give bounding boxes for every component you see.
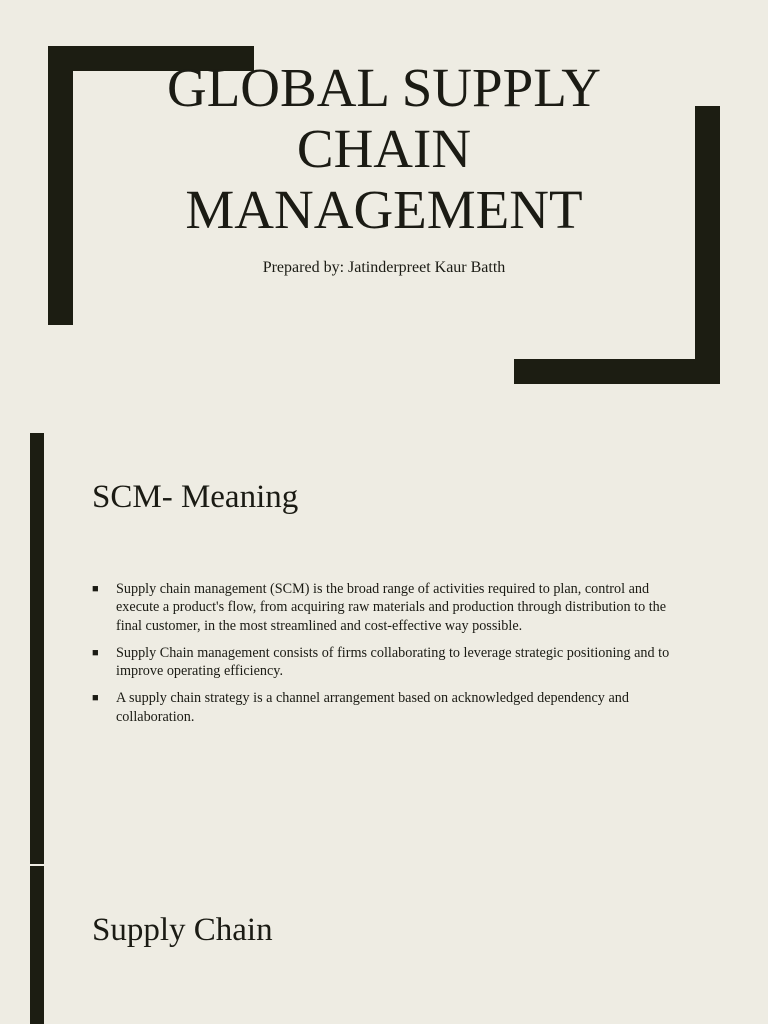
slide-accent-bar bbox=[30, 433, 44, 864]
slide-accent-bar bbox=[30, 866, 44, 1024]
slide-heading: SCM- Meaning bbox=[92, 479, 299, 515]
bullet-text: A supply chain strategy is a channel arrangement based on acknowledged dependency and collaboration. bbox=[116, 690, 629, 725]
scm-meaning-slide bbox=[0, 432, 768, 864]
bottom-right-bracket-horizontal bbox=[514, 359, 720, 384]
list-item bbox=[92, 689, 682, 726]
bullet-text: Supply Chain management consists of firms collaborating to leverage strategic positioning and to improve operating efficiency. bbox=[116, 644, 670, 680]
bullet-list bbox=[92, 580, 682, 735]
bullet-text: Supply chain management (SCM) is the broad range of activities required to plan, control and execute a product's flow, from acquiring raw materials and production through distribution to the final customer, in the most streamlined and cost-effective way possible. bbox=[116, 581, 667, 634]
title-slide bbox=[0, 0, 768, 432]
square-bullet-icon: ■ bbox=[92, 646, 99, 659]
presentation-title: GLOBAL SUPPLY CHAIN MANAGEMENT bbox=[166, 57, 602, 240]
square-bullet-icon: ■ bbox=[92, 692, 99, 705]
list-item bbox=[92, 580, 682, 635]
square-bullet-icon: ■ bbox=[92, 583, 99, 595]
supply-chain-slide bbox=[0, 866, 768, 1024]
list-item bbox=[92, 644, 682, 681]
presenter-subtitle: Prepared by: Jatinderpreet Kaur Batth bbox=[262, 259, 506, 276]
slide-heading: Supply Chain bbox=[92, 912, 273, 948]
